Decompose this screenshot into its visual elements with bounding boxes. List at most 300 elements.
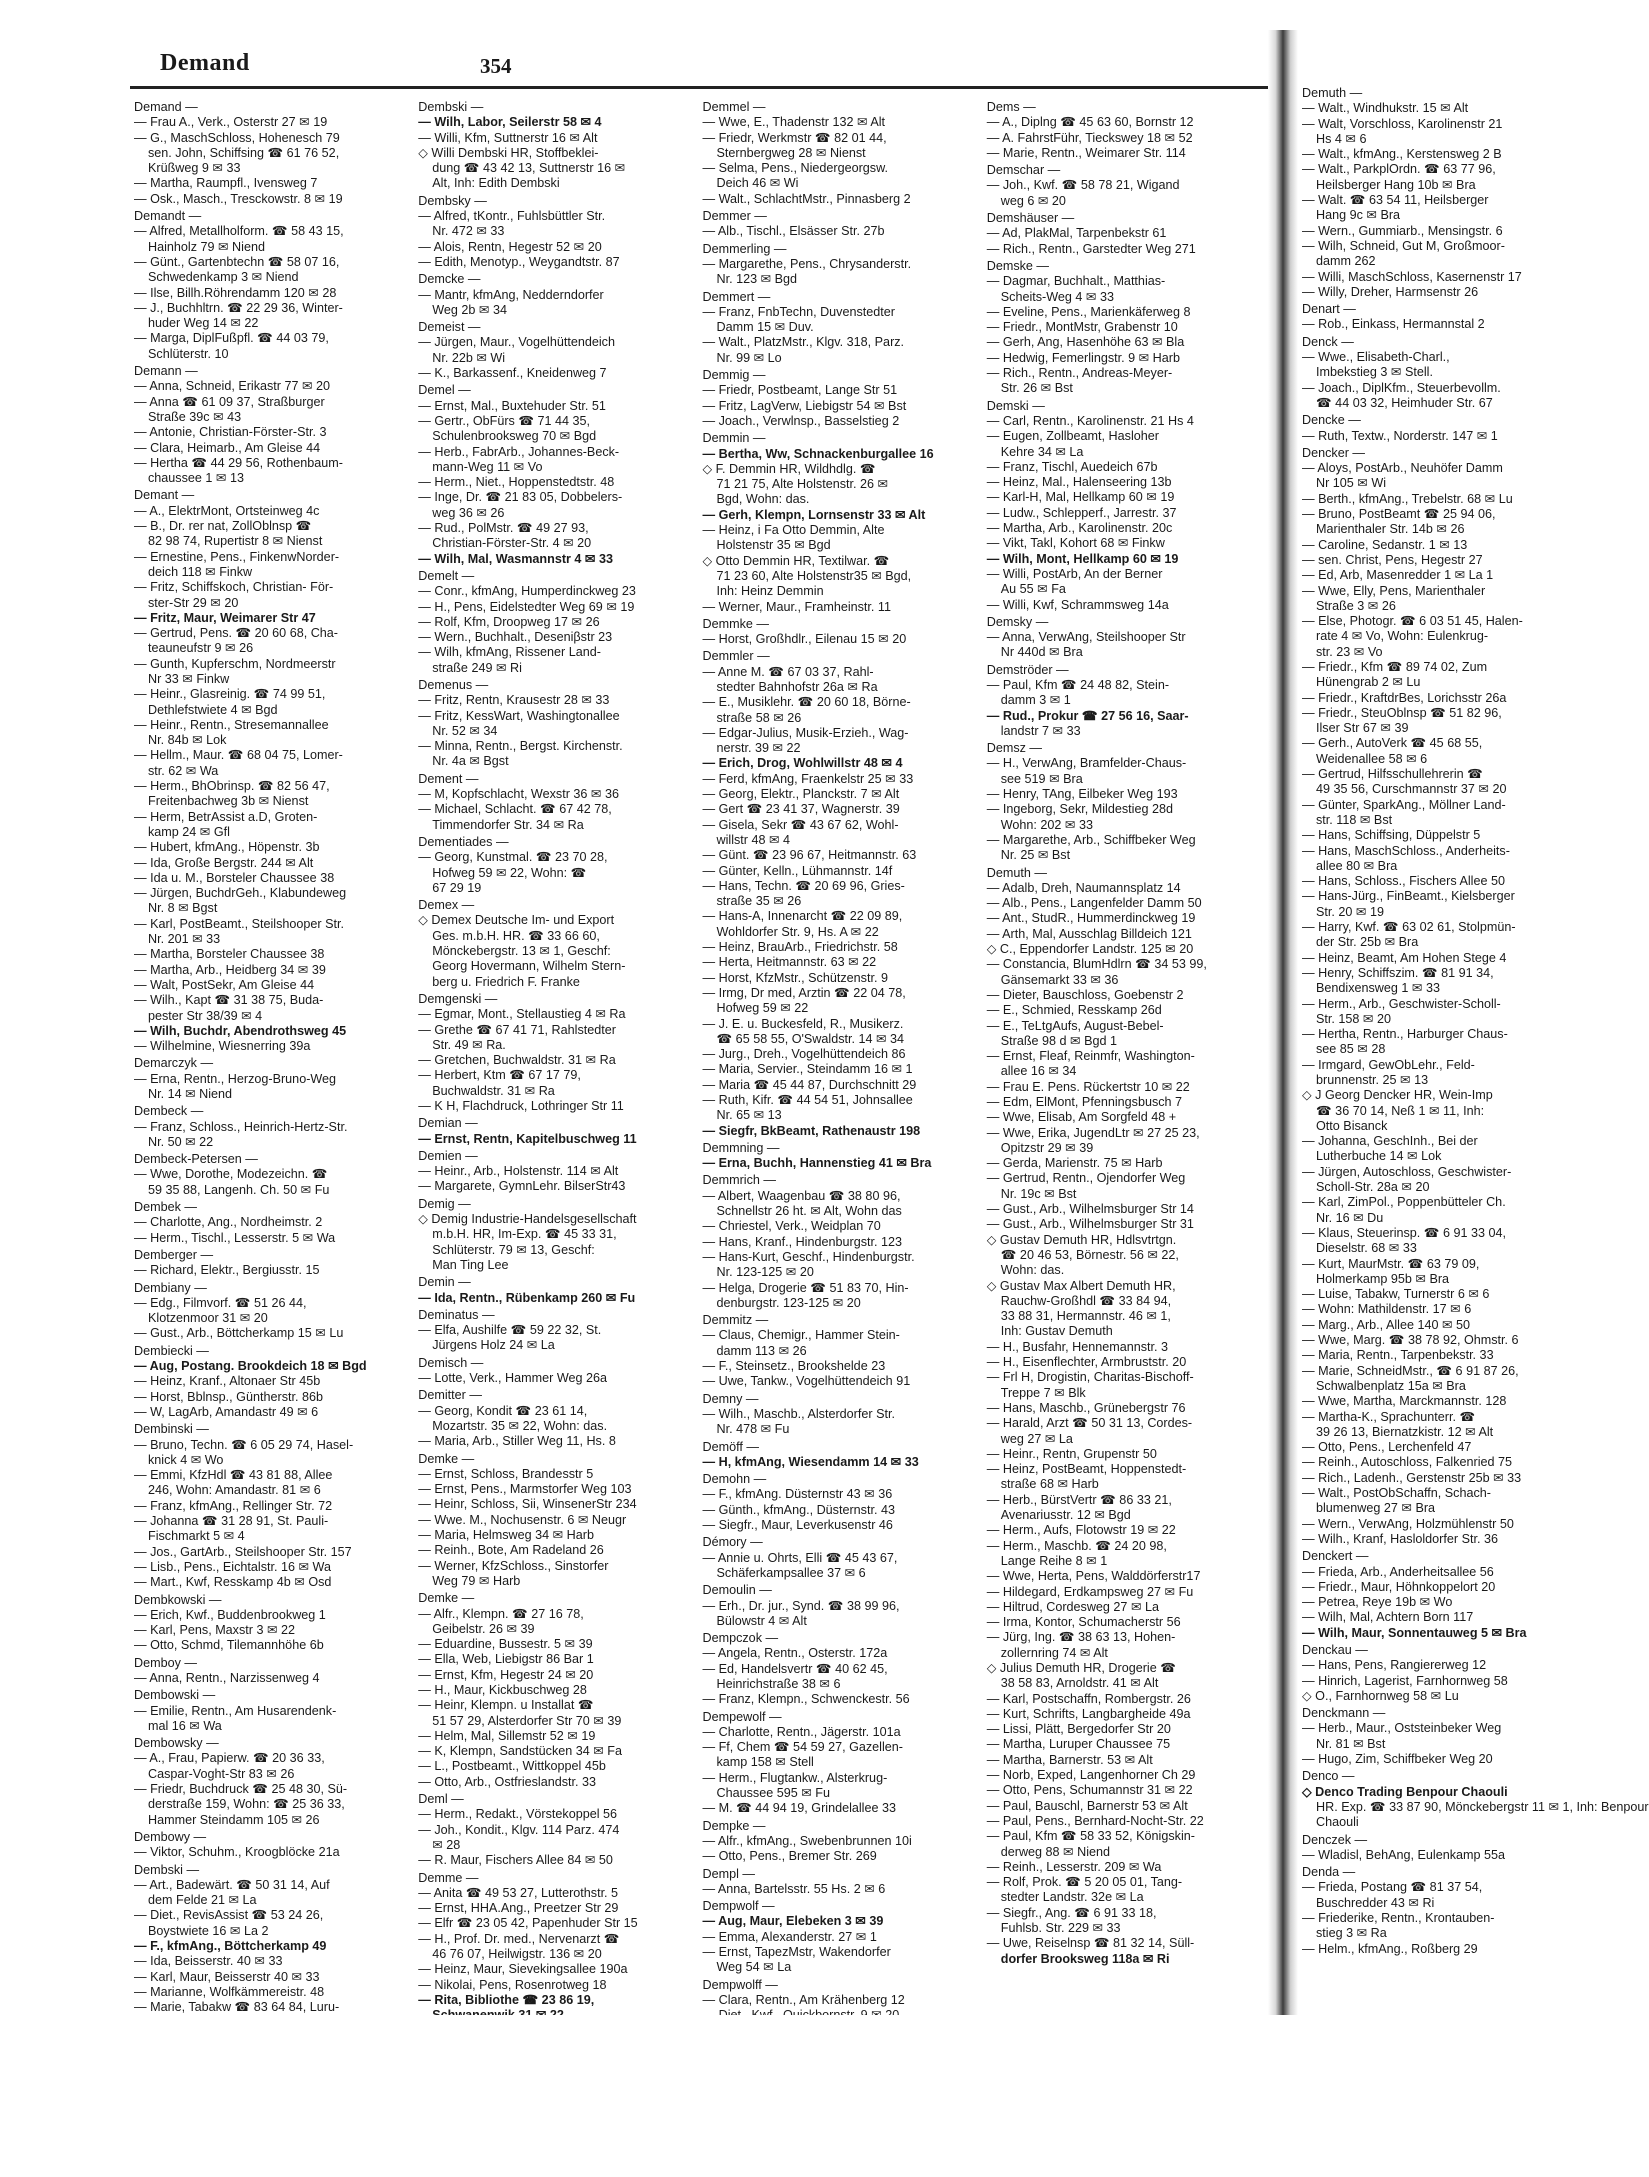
entry-line: — Paul, Kfm ☎ 58 33 52, Königskin- [986, 1829, 1195, 1844]
entry-line: — Marie, SchneidMstr., ☎ 6 91 87 26, [1302, 1363, 1519, 1378]
entry-line: — Martha, Borsteler Chaussee 38 [134, 947, 325, 962]
entry-line: — Frau A., Verk., Osterstr 27 ✉ 19 [134, 115, 328, 130]
entry-line: Nr. 123-125 ✉ 20 [716, 1265, 814, 1280]
entry-line: — Elfa, Aushilfe ☎ 59 22 32, St. [418, 1323, 602, 1338]
entry-line: Mönckebergstr. 13 ✉ 1, Geschf: [432, 944, 611, 959]
entry-line: Hs 4 ✉ 6 [1316, 131, 1367, 146]
entry-line: ◇ Otto Demmin HR, Textilwar. ☎ [702, 553, 890, 568]
entry-line: — Joach., DiplKfm., Steuerbevollm. [1302, 380, 1501, 395]
entry-line: — Wilh, Mal, Wasmannstr 4 ✉ 33 [418, 551, 613, 566]
entry-line: — Ferd, kfmAng, Fraenkelstr 25 ✉ 33 [702, 771, 914, 786]
entry-line: Christian-Förster-Str. 4 ✉ 20 [432, 536, 592, 551]
entry-line: — Wilh, Schneid, Gut M, Großmoor- [1302, 238, 1505, 253]
entry-line: — Rich., Rentn., Andreas-Meyer- [986, 366, 1173, 381]
entry-surname: Dembski — [418, 100, 484, 114]
entry-line: Wohn: 202 ✉ 33 [1000, 817, 1093, 832]
header-rule [130, 86, 1268, 89]
entry-line: m.b.H. HR, Im-Exp. ☎ 45 33 31, [432, 1227, 617, 1242]
entry-line: Nr. 19c ✉ Bst [1000, 1186, 1077, 1201]
entry-line: mal 16 ✉ Wa [148, 1718, 222, 1733]
entry-line: — Frl H, Drogistin, Charitas-Bischoff- [986, 1370, 1194, 1385]
entry-line: — Kurt, Schrifts, Langbargheide 49a [986, 1706, 1191, 1721]
entry-surname: Dembek — [134, 1200, 197, 1215]
entry-line: sen. John, Schiffsing ☎ 61 76 52, [148, 145, 340, 160]
entry-line: 71 23 60, Alte Holstenstr35 ✉ Bgd, [716, 568, 912, 583]
entry-line: — Marie, Rentn., Weimarer Str. 114 [986, 145, 1186, 160]
entry-line: — Jürgen, BuchdrGeh., Klabundeweg [134, 886, 347, 901]
entry-line: ◇ F. Demmin HR, Wildhdlg. ☎ [702, 461, 876, 476]
entry-line: — Irmgard, GewObLehr., Feld- [1302, 1057, 1475, 1072]
page-number: 354 [480, 54, 512, 78]
page-header [160, 50, 1240, 84]
entry-surname: Demski — [986, 398, 1045, 413]
entry-line: — Hans-A, Innenarcht ☎ 22 09 89, [702, 909, 903, 924]
entry-line: straße 249 ✉ Ri [432, 660, 522, 675]
entry-line: Nr. 4a ✉ Bgst [432, 754, 509, 769]
entry-line: straße 35 ✉ 26 [716, 894, 802, 909]
entry-line: Nr. 22b ✉ Wi [432, 350, 506, 365]
entry-line: — Otto, Arb., Ostfrieslandstr. 33 [418, 1774, 597, 1789]
entry-line: ◇ Gustav Max Albert Demuth HR, [986, 1278, 1176, 1293]
entry-line: see 519 ✉ Bra [1000, 771, 1083, 786]
entry-line: rate 4 ✉ Vo, Wohn: Eulenkrug- [1316, 629, 1489, 644]
entry-line: straße 58 ✉ 26 [716, 710, 802, 725]
entry-line: allee 80 ✉ Bra [1316, 858, 1398, 873]
entry-line: — Gerh, Ang, Hasenhöhe 63 ✉ Bla [986, 335, 1185, 350]
entry-line: — Michael, Schlacht. ☎ 67 42 78, [418, 802, 612, 817]
entry-line: — Günt., Gartenbtechn ☎ 58 07 16, [134, 254, 340, 269]
entry-line: — Friederike, Rentn., Krontauben- [1302, 1911, 1495, 1926]
entry-surname: Demex — [418, 898, 475, 913]
entry-surname: Denczek — [1302, 1832, 1368, 1847]
entry-surname: Demian — [418, 1116, 478, 1131]
entry-line: — Wern., Gummiarb., Mensingstr. 6 [1302, 223, 1503, 238]
entry-line: — H., Pens, Eidelstedter Weg 69 ✉ 19 [418, 599, 635, 614]
entry-line: — Claus, Chemigr., Hammer Stein- [702, 1328, 900, 1343]
entry-line: — Erich, Drog, Wohlwillstr 48 ✉ 4 [702, 756, 903, 771]
entry-line: — Hugo, Zim, Schiffbeker Weg 20 [1302, 1752, 1493, 1767]
entry-surname: Dencke — [1302, 413, 1361, 428]
entry-line: — Clara, Rentn., Am Krähenberg 12 [702, 1992, 905, 2007]
entry-line: — Horst, Bblnsp., Güntherstr. 86b [134, 1389, 323, 1404]
entry-line: — Friedr, Postbeamt, Lange Str 51 [702, 383, 898, 398]
entry-line: straße 68 ✉ Harb [1000, 1477, 1099, 1492]
entry-line: — Maria, Arb., Stiller Weg 11, Hs. 8 [418, 1434, 616, 1449]
entry-line: damm 262 [1316, 254, 1376, 269]
entry-line: kamp 158 ✉ Stell [716, 1755, 814, 1770]
entry-line: — Erna, Buchh, Hannenstieg 41 ✉ Bra [702, 1156, 932, 1171]
entry-surname: Demarczyk — [134, 1056, 214, 1071]
entry-line: — Herm., Tischl., Lesserstr. 5 ✉ Wa [134, 1230, 336, 1245]
entry-line: — Eveline, Pens., Marienkäferweg 8 [986, 304, 1191, 319]
entry-line: Georg Hovermann, Wilhelm Stern- [432, 959, 626, 974]
entry-surname: Demmert — [702, 289, 771, 304]
entry-line: Heinrichstraße 38 ✉ 6 [716, 1676, 841, 1691]
entry-line: — Martha, Barnerstr. 53 ✉ Alt [986, 1752, 1153, 1767]
entry-line: — Wilh, Buchdr, Abendrothsweg 45 [134, 1023, 347, 1038]
entry-surname: Denco — [1302, 1769, 1355, 1784]
entry-line: Schlüterstr. 79 ✉ 13, Geschf: [432, 1242, 595, 1257]
entry-line: — Wohn: Mathildenstr. 17 ✉ 6 [1302, 1302, 1472, 1317]
entry-line: — Hans, MaschSchloss., Anderheits- [1302, 843, 1510, 858]
entry-line: — Ernestine, Pens., FinkenwNorder- [134, 549, 340, 564]
entry-line: — Rich., Ladenh., Gerstenstr 25b ✉ 33 [1302, 1470, 1522, 1485]
entry-line: — Margarethe, Arb., Schiffbeker Weg [986, 832, 1196, 847]
entry-line: — Hiltrud, Cordesweg 27 ✉ La [986, 1599, 1159, 1614]
entry-surname: Dempl — [702, 1866, 755, 1881]
entry-line: — Günth., kfmAng., Düsternstr. 43 [702, 1502, 895, 1517]
entry-line: — F., kfmAng., Böttcherkamp 49 [134, 1939, 327, 1954]
entry-surname: Demann — [134, 364, 198, 379]
entry-line: — Rita, Bibliothe ☎ 23 86 19, [418, 1992, 595, 2007]
entry-line: — Gerh, Klempn, Lornsenstr 33 ✉ Alt [702, 507, 926, 522]
entry-line: dung ☎ 43 42 13, Suttnerstr 16 ✉ [432, 161, 626, 176]
entry-line: 39 26 13, Biernatzkistr. 12 ✉ Alt [1316, 1424, 1494, 1439]
entry-line: Nr. 478 ✉ Fu [716, 1422, 790, 1437]
entry-line: — Klaus, Steuerinsp. ☎ 6 91 33 04, [1302, 1225, 1507, 1240]
entry-line: — Jos., GartArb., Steilshooper Str. 157 [134, 1544, 352, 1559]
entry-line: — Ernst, Kfm, Hegestr 24 ✉ 20 [418, 1667, 594, 1682]
entry-surname: Demmrich — [702, 1173, 776, 1188]
entry-line: — Caroline, Sedanstr. 1 ✉ 13 [1302, 537, 1468, 552]
entry-line: — Walt, Vorschloss, Karolinenstr 21 [1302, 116, 1503, 131]
entry-line: — Franz, Tischl, Auedeich 67b [986, 459, 1158, 474]
entry-line: — Georg, Kondit ☎ 23 61 14, [418, 1403, 588, 1418]
entry-line: brunnenstr. 25 ✉ 13 [1316, 1073, 1429, 1087]
entry-line: dem Felde 21 ✉ La [148, 1893, 257, 1908]
entry-surname: Demuth — [986, 865, 1047, 880]
entry-line: Krüßweg 9 ✉ 33 [148, 161, 241, 176]
entry-line: — Wilh., Kapt ☎ 31 38 75, Buda- [134, 993, 324, 1008]
entry-line: — Wilh, Maur, Sonnentauweg 5 ✉ Bra [1302, 1625, 1527, 1640]
entry-line: Man Ting Lee [432, 1257, 509, 1272]
entry-line: — Heinz, Mal., Halenseering 13b [986, 475, 1172, 490]
entry-line: Buschredder 43 ✉ Ri [1316, 1895, 1435, 1910]
entry-line: — Fritz, Rentn, Krausestr 28 ✉ 33 [418, 693, 610, 708]
entry-line: — Heinz, Maur, Sievekingsallee 190a [418, 1962, 628, 1977]
entry-line: Nr. 65 ✉ 13 [716, 1108, 782, 1123]
entry-line: Geibelstr. 26 ✉ 39 [432, 1621, 535, 1636]
entry-line: Fischmarkt 5 ✉ 4 [148, 1529, 245, 1544]
entry-line: — Elfr ☎ 23 05 42, Papenhuder Str 15 [418, 1916, 638, 1931]
entry-line: — Herm., Flugtankw., Alsterkrug- [702, 1770, 888, 1785]
directory-column-4 [987, 98, 1259, 2008]
entry-surname: Dempwolf — [702, 1899, 775, 1914]
entry-line: — Hans-Jürg., FinBeamt., Kielsberger [1302, 889, 1515, 904]
entry-line: — Harry, Kwf. ☎ 63 02 61, Stolpmün- [1302, 920, 1516, 935]
entry-line: — Friedr., KraftdrBes, Lorichsstr 26a [1302, 690, 1507, 705]
entry-line: — L., Postbeamt., Wittkoppel 45b [418, 1759, 606, 1774]
entry-line: weg 6 ✉ 20 [1000, 193, 1066, 208]
entry-line: Inh: Heinz Demmin [716, 584, 824, 599]
running-head: Demand [160, 50, 250, 76]
entry-line: — Günter, SparkAng., Möllner Land- [1302, 797, 1506, 812]
entry-line: — Rolf, Prok. ☎ 5 20 05 01, Tang- [986, 1875, 1183, 1890]
entry-line: — Marga, DiplFußpfl. ☎ 44 03 79, [134, 331, 329, 346]
entry-surname: Dempczok — [702, 1631, 779, 1646]
entry-line: — Ernst, HHA.Ang., Preetzer Str 29 [418, 1901, 619, 1916]
entry-line: Klotzenmoor 31 ✉ 20 [148, 1311, 268, 1326]
entry-line: knick 4 ✉ Wo [148, 1452, 224, 1467]
entry-line: — Otto, Pens., Lerchenfeld 47 [1302, 1440, 1472, 1455]
entry-line: Str. 26 ✉ Bst [1000, 381, 1073, 396]
entry-surname: Demoulin — [702, 1583, 772, 1598]
entry-line: — Hildegard, Erdkampsweg 27 ✉ Fu [986, 1584, 1194, 1599]
facing-page-entries [1302, 86, 1649, 1957]
entry-line: — E., Musiklehr. ☎ 20 60 18, Börne- [702, 695, 911, 710]
entry-line: — Walt. ☎ 63 54 11, Heilsberger [1302, 193, 1489, 208]
entry-line: — Minna, Rentn., Bergst. Kirchenstr. [418, 739, 623, 754]
entry-surname: Deml — [418, 1792, 464, 1807]
entry-line: Straße 3 ✉ 26 [1316, 598, 1396, 613]
entry-line: — Johanna, GeschInh., Bei der [1302, 1134, 1478, 1149]
entry-surname: Demant — [134, 488, 195, 503]
entry-line: — Heinr., Arb., Holstenstr. 114 ✉ Alt [418, 1164, 619, 1179]
entry-line: — Ilse, Billh.Röhrendamm 120 ✉ 28 [134, 285, 337, 300]
entry-line: — Luise, Tabakw, Turnerstr 6 ✉ 6 [1302, 1287, 1490, 1302]
entry-line: 49 35 56, Curschmannstr 37 ✉ 20 [1316, 782, 1507, 797]
entry-line: ✉ 28 [432, 1837, 461, 1852]
entry-line: — K, Klempn, Sandstücken 34 ✉ Fa [418, 1744, 623, 1759]
entry-line: — Inge, Dr. ☎ 21 83 05, Dobbelers- [418, 490, 623, 505]
entry-line: ◇ Demig Industrie-Handelsgesellschaft [418, 1212, 637, 1227]
entry-line: — Edith, Menotyp., Weygandtstr. 87 [418, 254, 620, 269]
entry-line: Hofweg 59 ✉ 22, Wohn: ☎ [432, 865, 587, 880]
entry-line: chaussee 1 ✉ 13 [148, 471, 244, 486]
entry-line: Schulenbrooksweg 70 ✉ Bgd [432, 429, 597, 444]
entry-line: Nr. 81 ✉ Bst [1316, 1736, 1386, 1751]
entry-line: — Lissi, Plätt, Bergedorfer Str 20 [986, 1722, 1171, 1737]
entry-line: see 85 ✉ 28 [1316, 1042, 1386, 1057]
book-gutter [1268, 30, 1298, 2015]
entry-line: — Karl-H, Mal, Hellkamp 60 ✉ 19 [986, 490, 1175, 505]
entry-line: — Martha, Luruper Chaussee 75 [986, 1737, 1171, 1752]
entry-line: — Paul, Pens., Bernhard-Nocht-Str. 22 [986, 1813, 1204, 1828]
entry-line: — Alfred, tKontr., Fuhlsbüttler Str. [418, 209, 606, 224]
entry-line: — Mart., Kwf, Resskamp 4b ✉ Osd [134, 1575, 332, 1590]
entry-surname: Demgenski — [418, 991, 498, 1006]
entry-line: — Arth, Mal, Ausschlag Billdeich 121 [986, 926, 1192, 941]
entry-line: — Horst, KfzMstr., Schützenstr. 9 [702, 970, 888, 985]
entry-line: stedter Landstr. 32e ✉ La [1000, 1890, 1144, 1905]
entry-line: — Franz, FnbTechn, Duvenstedter [702, 304, 895, 319]
entry-line: ◇ C., Eppendorfer Landstr. 125 ✉ 20 [986, 942, 1194, 957]
directory-column-2 [418, 98, 690, 2008]
entry-line: — Ed, Handelsvertr ☎ 40 62 45, [702, 1661, 888, 1676]
entry-surname: Demeist — [418, 320, 481, 335]
entry-line: — Gisela, Sekr ☎ 43 67 62, Wohl- [702, 817, 899, 832]
entry-line: Str. 49 ✉ Ra. [432, 1037, 506, 1052]
entry-line: Schnellstr 26 ht. ✉ Alt, Wohn das [716, 1204, 902, 1219]
entry-line: — Margarethe, Pens., Chrysanderstr. [702, 256, 912, 271]
entry-line: — Ida, Beisserstr. 40 ✉ 33 [134, 1954, 283, 1969]
entry-line: — Maria, Helmsweg 34 ✉ Harb [418, 1528, 594, 1543]
entry-line: Weg 79 ✉ Harb [432, 1573, 521, 1588]
entry-line: — Hans, Schloss., Fischers Allee 50 [1302, 874, 1505, 889]
entry-surname: Demny — [702, 1391, 759, 1406]
entry-line: Lange Reihe 8 ✉ 1 [1000, 1553, 1108, 1568]
entry-line: ◇ O., Farnhornweg 58 ✉ Lu [1302, 1688, 1459, 1703]
entry-line: — Bruno, Techn. ☎ 6 05 29 74, Hasel- [134, 1437, 354, 1452]
entry-line: Schäferkampsallee 37 ✉ 6 [716, 1565, 866, 1580]
entry-line: — F., Steinsetz., Brookshelde 23 [702, 1359, 886, 1374]
entry-line: Nr. 99 ✉ Lo [716, 350, 782, 365]
entry-surname: Deminatus — [418, 1307, 495, 1322]
entry-line: der Str. 25b ✉ Bra [1316, 935, 1419, 950]
entry-line: — Fritz, KessWart, Washingtonallee [418, 708, 620, 723]
entry-line: ☎ 44 03 32, Heimhuder Str. 67 [1316, 395, 1493, 410]
entry-surname: Demsz — [986, 741, 1043, 756]
entry-surname: Demmke — [702, 616, 769, 631]
entry-line: — Alfr., Klempn. ☎ 27 16 78, [418, 1606, 584, 1621]
entry-line: deich 118 ✉ Finkw [148, 564, 253, 579]
entry-line: — Wladisl, BehAng, Eulenkamp 55a [1302, 1847, 1506, 1862]
page-bottom-band [0, 2015, 1600, 2177]
entry-line: — Wwe, Herta, Pens, Walddörferstr17 [986, 1569, 1201, 1584]
entry-line: — Otto, Pens, Schumannstr 31 ✉ 22 [986, 1783, 1193, 1798]
entry-line: — Werner, KfzSchloss., Sinstorfer [418, 1558, 609, 1573]
entry-line: — Viktor, Schuhm., Kroogblöcke 21a [134, 1845, 340, 1860]
entry-line: — Hellm., Maur. ☎ 68 04 75, Lomer- [134, 748, 343, 763]
entry-line: — Walt, PostSekr, Am Gleise 44 [134, 977, 315, 992]
entry-line: Avenariusstr. 12 ✉ Bgd [1000, 1508, 1131, 1523]
entry-line: — Harald, Arzt ☎ 50 31 13, Cordes- [986, 1416, 1193, 1431]
entry-line: — Ludw., Schlepperf., Jarrestr. 37 [986, 505, 1177, 520]
entry-surname: Denckau — [1302, 1642, 1368, 1657]
entry-line: Schwedenkamp 3 ✉ Niend [148, 270, 299, 285]
entry-line: — Uwe, Tankw., Vogelhüttendeich 91 [702, 1374, 911, 1389]
entry-line: Scheits-Weg 4 ✉ 33 [1000, 289, 1114, 304]
entry-line: Nr. 201 ✉ 33 [148, 932, 221, 947]
entry-line: — Heinz, Beamt, Am Hohen Stege 4 [1302, 950, 1507, 965]
entry-line: — Angela, Rentn., Osterstr. 172a [702, 1646, 888, 1661]
entry-line: — Ff, Chem ☎ 54 59 27, Gazellen- [702, 1740, 903, 1755]
entry-surname: Dempwolff — [702, 1977, 778, 1992]
entry-surname: Demohn — [702, 1472, 767, 1487]
entry-line: — Charlotte, Ang., Nordheimstr. 2 [134, 1215, 323, 1230]
entry-line: — Herm., BhObrinsp. ☎ 82 56 47, [134, 779, 330, 794]
entry-line: — Hertha ☎ 44 29 56, Rothenbaum- [134, 455, 343, 470]
entry-surname: Demmning — [702, 1140, 780, 1155]
entry-line: — Anna, VerwAng, Steilshooper Str [986, 630, 1186, 645]
entry-surname: Dementiades — [418, 834, 509, 849]
entry-line: — Siegfr., Ang. ☎ 6 91 33 18, [986, 1905, 1157, 1920]
entry-surname: Demenus — [418, 677, 489, 692]
entry-line: 33 88 31, Hermannstr. 46 ✉ 1, [1000, 1309, 1171, 1324]
entry-line: — A., ElektrMont, Ortsteinweg 4c [134, 503, 320, 518]
entry-line: Holmerkamp 95b ✉ Bra [1316, 1271, 1450, 1286]
entry-line: — Anna, Rentn., Narzissenweg 4 [134, 1670, 320, 1685]
entry-line: — Wilh, Mont, Hellkamp 60 ✉ 19 [986, 551, 1179, 566]
entry-line: — Paul, Bauschl, Barnerstr 53 ✉ Alt [986, 1798, 1188, 1813]
entry-line: Ilser Str 67 ✉ 39 [1316, 721, 1409, 736]
entry-line: Gänsemarkt 33 ✉ 36 [1000, 972, 1119, 987]
entry-line: 82 98 74, Rupertistr 8 ✉ Nienst [148, 534, 323, 549]
entry-line: — J. E. u. Buckesfeld, R., Musikerz. [702, 1016, 904, 1031]
entry-line: — Siegfr, BkBeamt, Rathenaustr 198 [702, 1123, 921, 1138]
entry-line: Hainholz 79 ✉ Niend [148, 239, 265, 254]
entry-line: 71 21 75, Alte Holstenstr. 26 ✉ [716, 477, 889, 492]
entry-line: willstr 48 ✉ 4 [716, 832, 791, 847]
entry-surname: Dembowski — [134, 1688, 216, 1703]
entry-line: — Emmi, KfzHdl ☎ 43 81 88, Allee [134, 1468, 333, 1483]
entry-line: denburgstr. 123-125 ✉ 20 [716, 1295, 861, 1310]
entry-line: — Henry, TAng, Eilbeker Weg 193 [986, 787, 1178, 802]
entry-line: — Marie, Tabakw ☎ 83 64 84, Luru- [134, 2000, 340, 2015]
entry-line: Schlüterstr. 10 [148, 346, 229, 361]
entry-line: str. 23 ✉ Vo [1316, 644, 1383, 659]
entry-line: — Herb., Maur., Oststeinbeker Weg [1302, 1721, 1502, 1736]
entry-line: — Dieter, Bauschloss, Goebenstr 2 [986, 987, 1184, 1002]
directory-column-1 [134, 98, 406, 2015]
entry-surname: Dement — [418, 771, 479, 786]
entry-line: landstr 7 ✉ 33 [1000, 723, 1081, 738]
entry-line: — Herm., Maschb. ☎ 24 20 98, [986, 1538, 1167, 1553]
entry-line: — Paul, Kfm ☎ 24 48 82, Stein- [986, 677, 1170, 692]
entry-surname: Denckmann — [1302, 1706, 1386, 1721]
entry-line: — Anna, Bartelsstr. 55 Hs. 2 ✉ 6 [702, 1881, 886, 1896]
entry-line: — Franz, Klempn., Schwenckestr. 56 [702, 1692, 910, 1707]
entry-line: — Eugen, Zollbeamt, Hasloher [986, 429, 1159, 444]
entry-line: — Rob., Einkass, Hermannstal 2 [1302, 317, 1485, 332]
entry-line: — Gust., Arb., Wilhelmsburger Str 14 [986, 1202, 1194, 1217]
entry-line: — Karl, ZimPol., Poppenbütteler Ch. [1302, 1195, 1506, 1210]
entry-line: — Herbert, Ktm ☎ 67 17 79, [418, 1068, 581, 1083]
entry-line: — Hans, Kranf., Hindenburgstr. 123 [702, 1234, 903, 1249]
entry-line: Bülowstr 4 ✉ Alt [716, 1613, 807, 1628]
entry-surname: Dembowsky — [134, 1736, 219, 1751]
entry-surname: Demisch — [418, 1355, 484, 1370]
entry-line: — Hertha, Rentn., Harburger Chaus- [1302, 1027, 1508, 1042]
entry-line: — Dagmar, Buchhalt., Matthias- [986, 274, 1166, 289]
entry-line: Imbekstieg 3 ✉ Stell. [1316, 365, 1433, 380]
entry-line: — Walt., Windhukstr. 15 ✉ Alt [1302, 101, 1469, 116]
entry-line: — Ida, Rentn., Rübenkamp 260 ✉ Fu [418, 1290, 636, 1305]
entry-surname: Demshäuser — [986, 211, 1075, 226]
entry-line: — H., Busfahr, Hennemannstr. 3 [986, 1339, 1169, 1354]
entry-line: pester Str 38/39 ✉ 4 [148, 1008, 263, 1023]
entry-line: — M, Kopfschlacht, Wexstr 36 ✉ 36 [418, 787, 619, 802]
entry-line: — Hubert, kfmAng., Höpenstr. 3b [134, 840, 320, 855]
entry-line: Dieselstr. 68 ✉ 33 [1316, 1241, 1417, 1256]
entry-surname: Demmin — [702, 431, 766, 446]
entry-line: Inh: Gustav Demuth [1000, 1324, 1113, 1339]
entry-line: — Annie u. Ohrts, Elli ☎ 45 43 67, [702, 1550, 898, 1565]
entry-line: ☎ 20 46 53, Börnestr. 56 ✉ 22, [1000, 1247, 1179, 1262]
entry-surname: Demboy — [134, 1655, 197, 1670]
entry-surname: Demmel — [702, 100, 766, 114]
entry-surname: Dembeck — [134, 1104, 204, 1119]
entry-line: Caspar-Voght-Str 83 ✉ 26 [148, 1766, 295, 1781]
entry-line: Str. 20 ✉ 19 [1316, 904, 1384, 919]
entry-line: ◇ J Georg Dencker HR, Wein-Imp [1302, 1088, 1493, 1103]
entry-line: stieg 3 ✉ Ra [1316, 1926, 1387, 1941]
entry-line: — Wwe, Marg. ☎ 38 78 92, Ohmstr. 6 [1302, 1333, 1519, 1348]
entry-line: — Günter, Kelln., Lühmannstr. 14f [702, 863, 893, 878]
entry-line: — Erich, Kwf., Buddenbrookweg 1 [134, 1607, 326, 1622]
entry-line: — Gerh., AutoVerk ☎ 45 68 55, [1302, 736, 1483, 751]
entry-line: — Herb., FabrArb., Johannes-Beck- [418, 444, 620, 459]
entry-line: — G., MaschSchloss, Hohenesch 79 [134, 130, 340, 145]
entry-surname: Demke — [418, 1451, 475, 1466]
entry-surname: Denda — [1302, 1865, 1356, 1880]
entry-surname: Demsky — [986, 614, 1049, 629]
entry-line: Lutherbuche 14 ✉ Lok [1316, 1149, 1442, 1164]
entry-line: — Art., Badewärt. ☎ 50 31 14, Auf [134, 1877, 330, 1892]
entry-line: — Edg., Filmvorf. ☎ 51 26 44, [134, 1295, 307, 1310]
entry-line: — Uwe, Reiselnsp ☎ 81 32 14, Süll- [986, 1936, 1195, 1951]
entry-line: — Ruth, Kifr. ☎ 44 54 51, Johnsallee [702, 1093, 913, 1107]
